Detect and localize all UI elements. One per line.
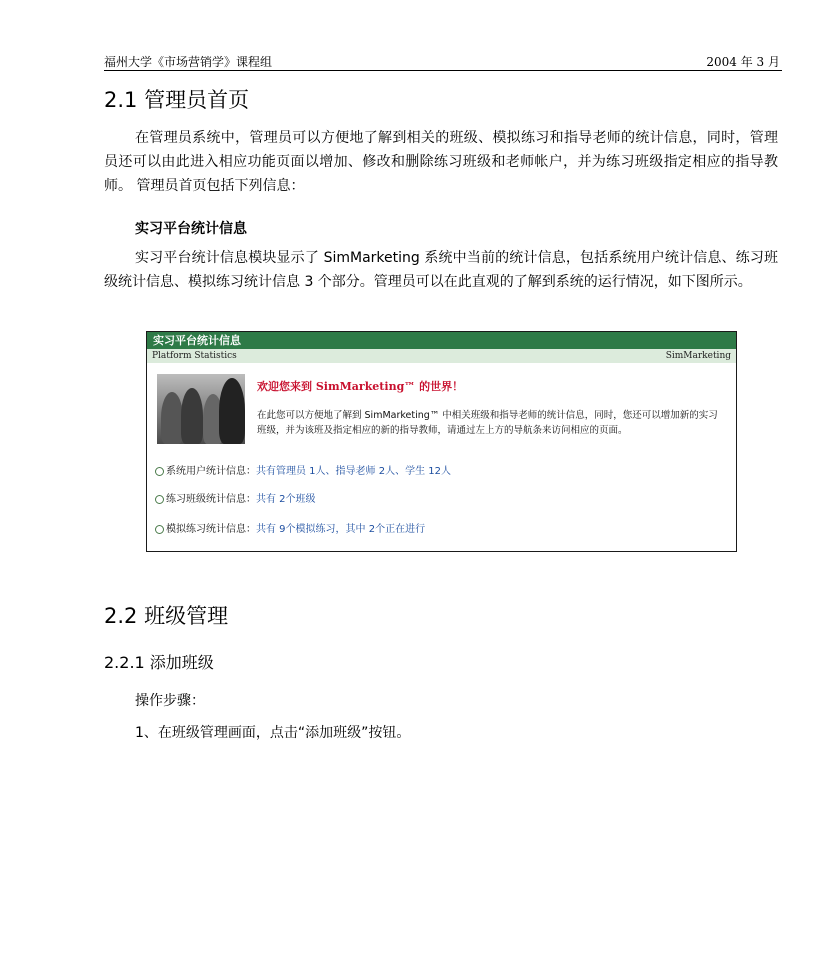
bullet-icon <box>155 525 164 534</box>
bullet-icon <box>155 467 164 476</box>
header-date: 2004 年 3 月 <box>706 55 780 69</box>
page-header <box>104 52 782 71</box>
stat-label: 模拟练习统计信息： <box>166 524 256 535</box>
section-2-2-1-title: 2.2.1 添加班级 <box>104 653 214 672</box>
screenshot-title-bar: 实习平台统计信息 <box>147 332 736 349</box>
subheading-platform-statistics: 实习平台统计信息 <box>135 221 247 237</box>
stat-row-simulations <box>155 520 425 535</box>
bullet-icon <box>155 495 164 504</box>
stat-label: 系统用户统计信息： <box>166 466 256 477</box>
stat-row-classes <box>155 490 316 505</box>
stat-label: 练习班级统计信息： <box>166 494 256 505</box>
section-2-2-title: 2.2 班级管理 <box>104 604 229 628</box>
header-course-name: 福州大学《市场营销学》课程组 <box>104 55 273 69</box>
welcome-intro-text: 在此您可以方便地了解到 SimMarketing™ 中相关班级和指导老师的统计信息，同时，您还可以增加新的实习班级，并为该班及指定相应的新的指导教师，请通过左上方的导航条来访问相应的页面。 <box>257 410 718 436</box>
stat-row-users <box>155 462 451 477</box>
screenshot-subtitle-left: Platform Statistics <box>152 351 237 361</box>
welcome-heading: 欢迎您来到 SimMarketing™ 的世界！ <box>257 380 464 393</box>
group-photo-image <box>157 374 245 444</box>
stat-value[interactable]: 共有管理员 1人、指导老师 2人、学生 12人 <box>256 466 451 477</box>
step-1: 1、在班级管理画面，点击“添加班级”按钮。 <box>135 725 411 741</box>
steps-label: 操作步骤： <box>135 693 205 709</box>
section-2-1-paragraph: 在管理员系统中，管理员可以方便地了解到相关的班级、模拟练习和指导老师的统计信息，同时，管理员还可以由此进入相应功能页面以增加、修改和删除练习班级和老师帐户，并为练习班级指定相应的指导教师。 管理员首页包括下列信息： <box>104 130 778 194</box>
section-2-1-paragraph-2: 实习平台统计信息模块显示了 SimMarketing 系统中当前的统计信息，包括系统用户统计信息、练习班级统计信息、模拟练习统计信息 3 个部分。管理员可以在此直观的了解到系统的运行情况，如下图所示。 <box>104 250 778 290</box>
screenshot-subtitle-right: SimMarketing <box>665 351 731 361</box>
stat-value[interactable]: 共有 2个班级 <box>256 494 316 505</box>
platform-statistics-screenshot <box>146 331 737 552</box>
stat-value[interactable]: 共有 9个模拟练习，其中 2个正在进行 <box>256 524 426 535</box>
section-2-1-title: 2.1 管理员首页 <box>104 88 250 112</box>
screenshot-subtitle-bar <box>147 349 736 363</box>
